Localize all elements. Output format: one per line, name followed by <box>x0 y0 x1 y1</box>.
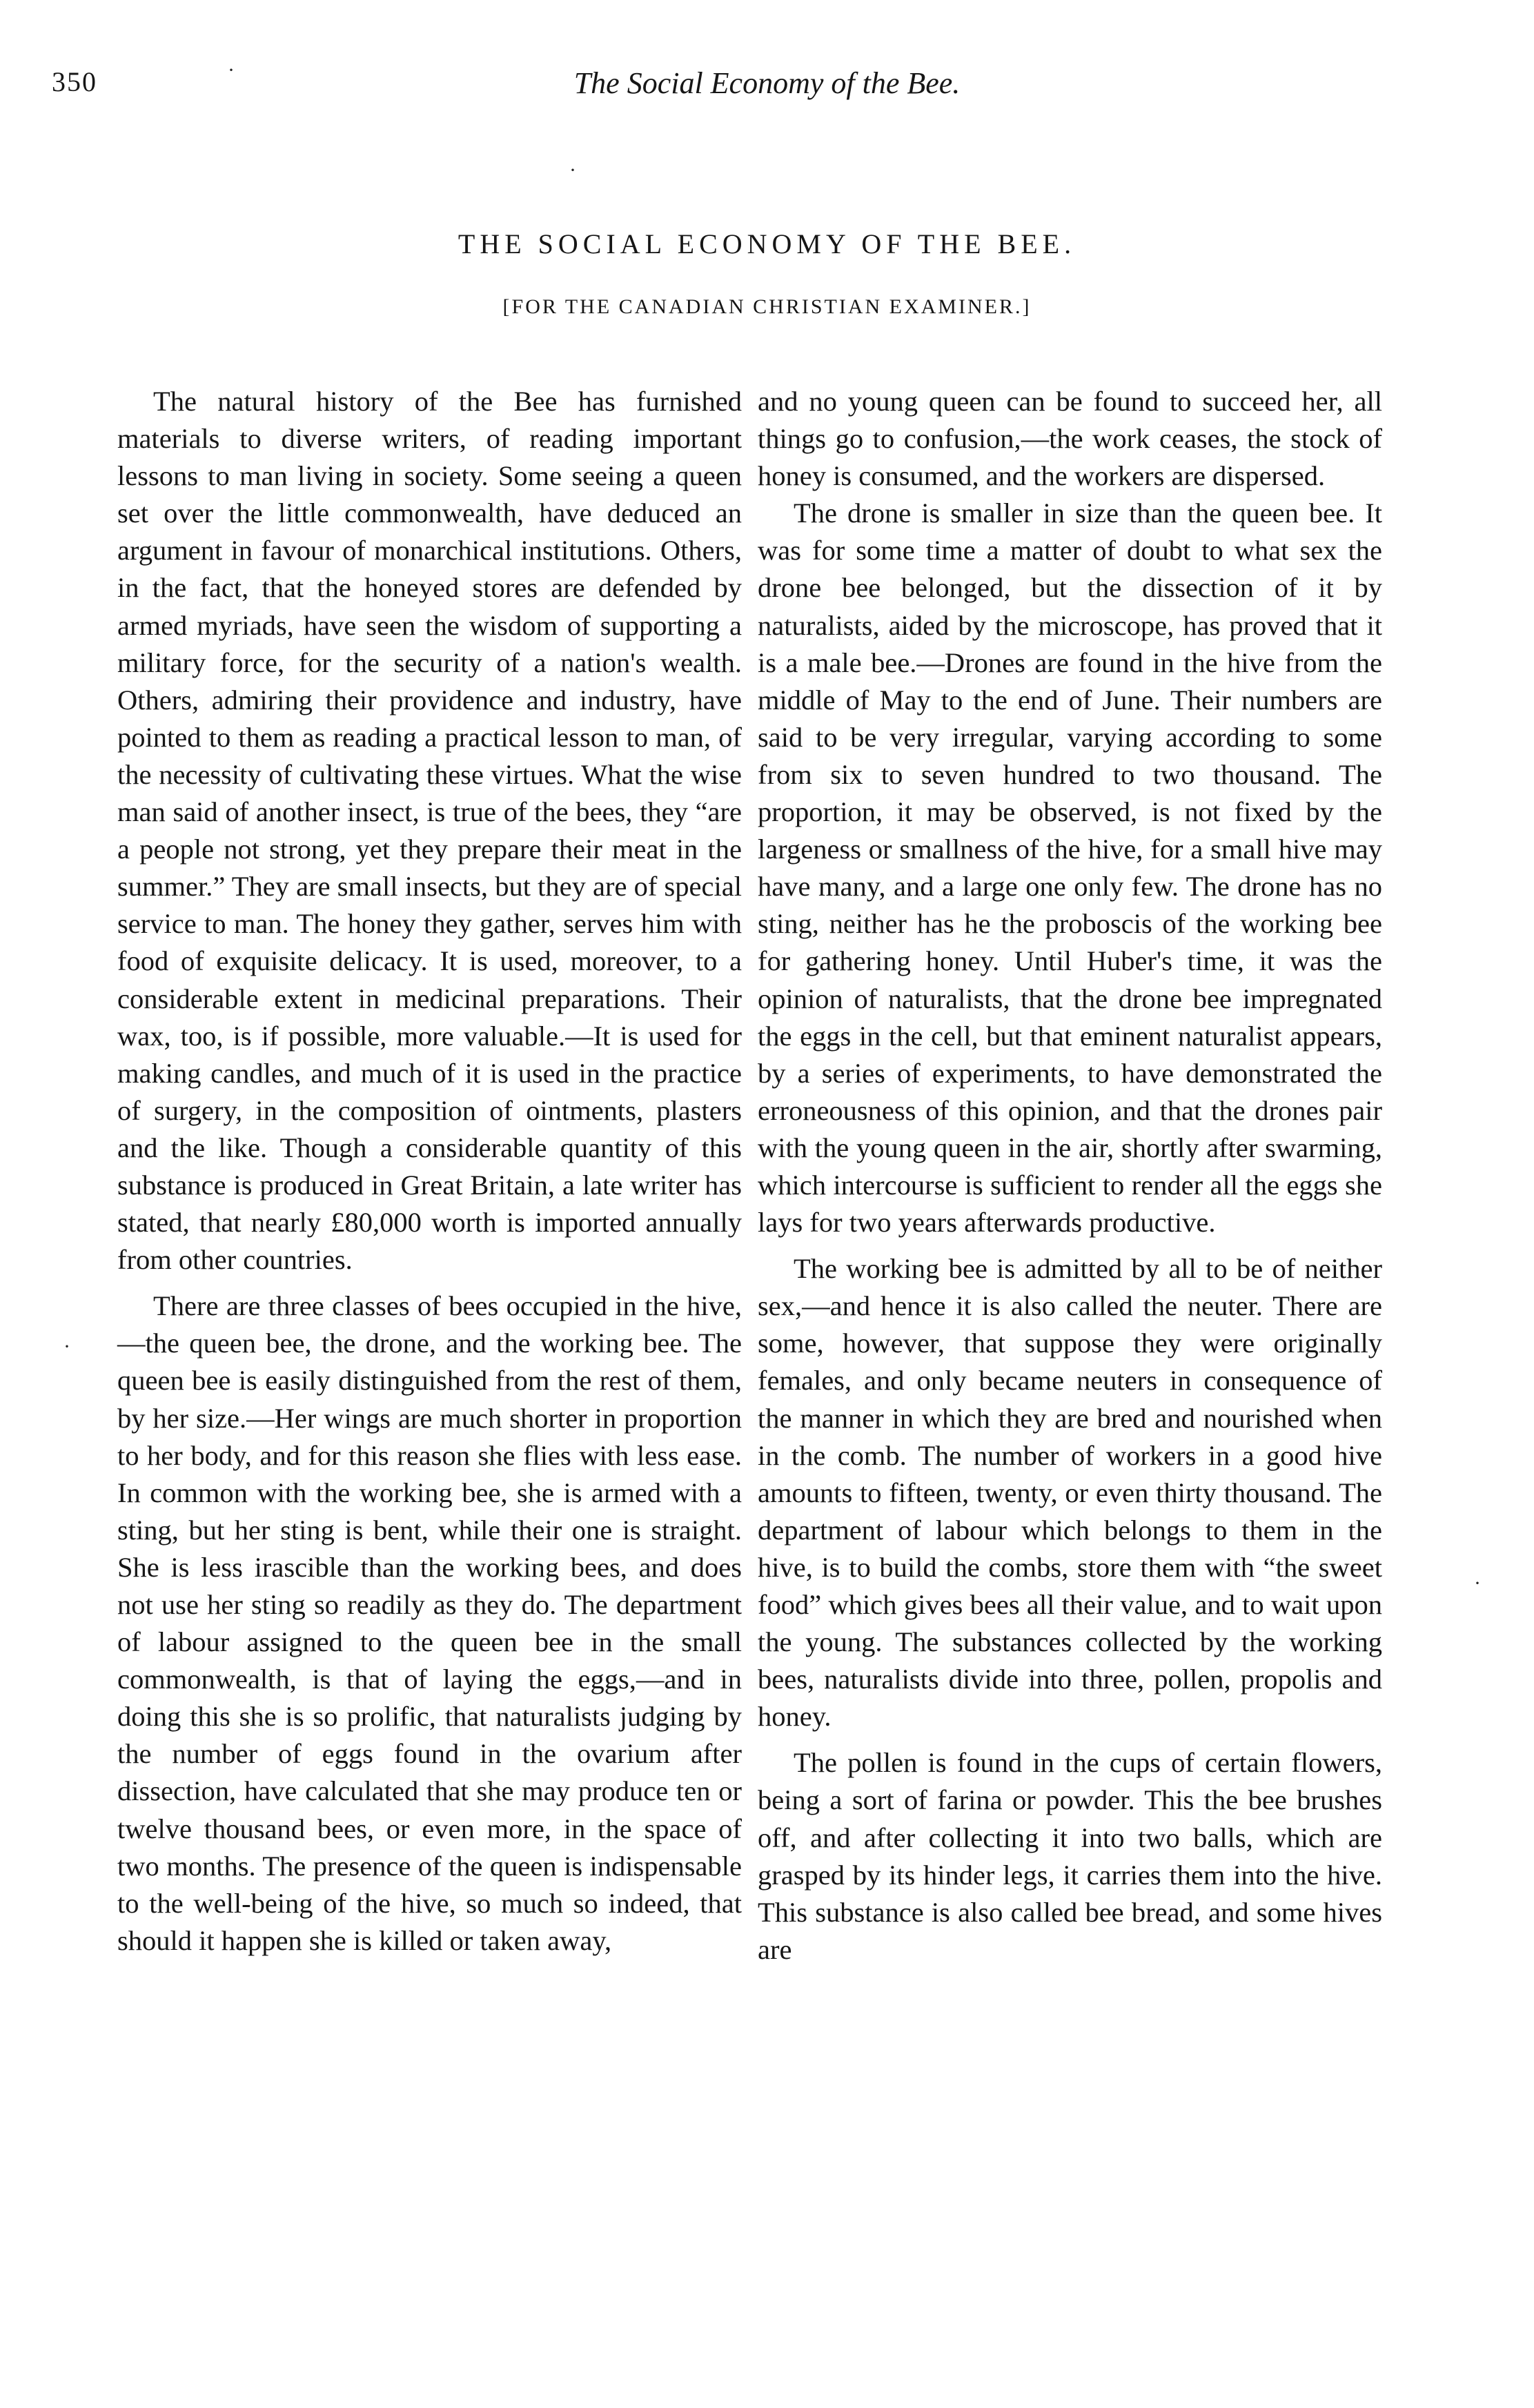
article-title: THE SOCIAL ECONOMY OF THE BEE. <box>458 228 1076 259</box>
paragraph: There are three classes of bees occupied in the hive,—the queen bee, the drone, and the working bee. The queen bee is easily distinguished from the rest of them, by her size.—Her wings are much shorter in proportion to her body, and for this reason she flies with less ease. In common with the working bee, she is armed with a sting, but her sting is bent, while their one is straight. She is less irascible than the working bees, and does not use her sting so readily as they do. The department of labour assigned to the queen bee in the small commonwealth, is that of laying the eggs,—and in doing this she is so prolific, that naturalists judging by the number of eggs found in the ovarium after dissection, have calculated that she may produce ten or twelve thousand bees, or even more, in the space of two months. The presence of the queen is indispensable to the well-being of the hive, so much so indeed, that should it happen she is killed or taken away, <box>117 1290 742 1956</box>
print-speck: · <box>228 59 235 81</box>
paragraph: The drone is smaller in size than the queen bee. It was for some time a matter of doubt to what sex the drone bee belonged, but the dissection of it by naturalists, aided by the microscope, has proved that it is a male bee.—Drones are found in the hive from the middle of May to the end of June. Their numbers are said to be very irregular, varying according to some from six to seven hundred to two thousand. The proportion, it may be observed, is not fixed by the largeness or smallness of the hive, for a small hive may have many, and a large one only few. The drone has no sting, neither has he the proboscis of the working bee for gathering honey. Until Huber's time, it was the opinion of naturalists, that the drone bee impregnated the eggs in the cell, but that eminent naturalist appears, by a series of experiments, to have demonstrated the erroneousness of this opinion, and that the drones pair with the young queen in the air, shortly after swarming, which intercourse is sufficient to render all the eggs she lays for two years afterwards productive. <box>758 497 1382 1238</box>
paragraph-continued: and no young queen can be found to succeed her, all things go to confusion,—the work ceases, the stock of honey is consumed, and the workers are dispersed. <box>758 386 1382 492</box>
paragraph: The pollen is found in the cups of certain flowers, being a sort of farina or powder. This the bee brushes off, and after collecting it into two balls, which are grasped by its hinder legs, it carries them into the hive. This substance is also called bee bread, and some hives are <box>758 1747 1382 1965</box>
paragraph: The working bee is admitted by all to be of neither sex,—and hence it is also called the neuter. There are some, however, that suppose they were originally females, and only became neuters in consequence of the manner in which they are bred and nourished when in the comb. The number of workers in a good hive amounts to fifteen, twenty, or even thirty thousand. The department of labour which belongs to them in the hive, is to build the combs, store them with “the sweet food” which gives bees all their value, and to wait upon the young. The substances collected by the working bees, naturalists divide into three, pollen, propolis and honey. <box>758 1253 1382 1733</box>
print-speck: · <box>63 1335 70 1358</box>
paragraph: The natural history of the Bee has furnished materials to diverse writers, of reading important lessons to man living in society. Some seeing a queen set over the little commonwealth, have deduced an argument in favour of monarchical institutions. Others, in the fact, that the honeyed stores are defended by armed myriads, have seen the wisdom of supporting a military force, for the security of a nation's wealth. Others, admiring their providence and industry, have pointed to them as reading a practical lesson to man, of the necessity of cultivating these virtues. What the wise man said of another insect, is true of the bees, they “are a people not strong, yet they prepare their meat in the summer.” They are small insects, but they are of special service to man. The honey they gather, serves him with food of exquisite delicacy. It is used, moreover, to a considerable extent in medicinal preparations. Their wax, too, is if possible, more valuable.—It is used for making candles, and much of it is used in the practice of surgery, in the composition of ointments, plasters and the like. Though a considerable quantity of this substance is produced in Great Britain, a late writer has stated, that nearly £80,000 worth is imported annually from other countries. <box>117 386 742 1276</box>
running-title: The Social Economy of the Bee. <box>573 66 961 100</box>
article-subtitle: [FOR THE CANADIAN CHRISTIAN EXAMINER.] <box>502 295 1032 318</box>
left-column <box>117 383 742 1960</box>
print-speck: · <box>569 159 576 181</box>
print-speck: · <box>1474 1572 1481 1595</box>
right-column <box>758 383 1382 1968</box>
page-number: 350 <box>52 66 97 97</box>
